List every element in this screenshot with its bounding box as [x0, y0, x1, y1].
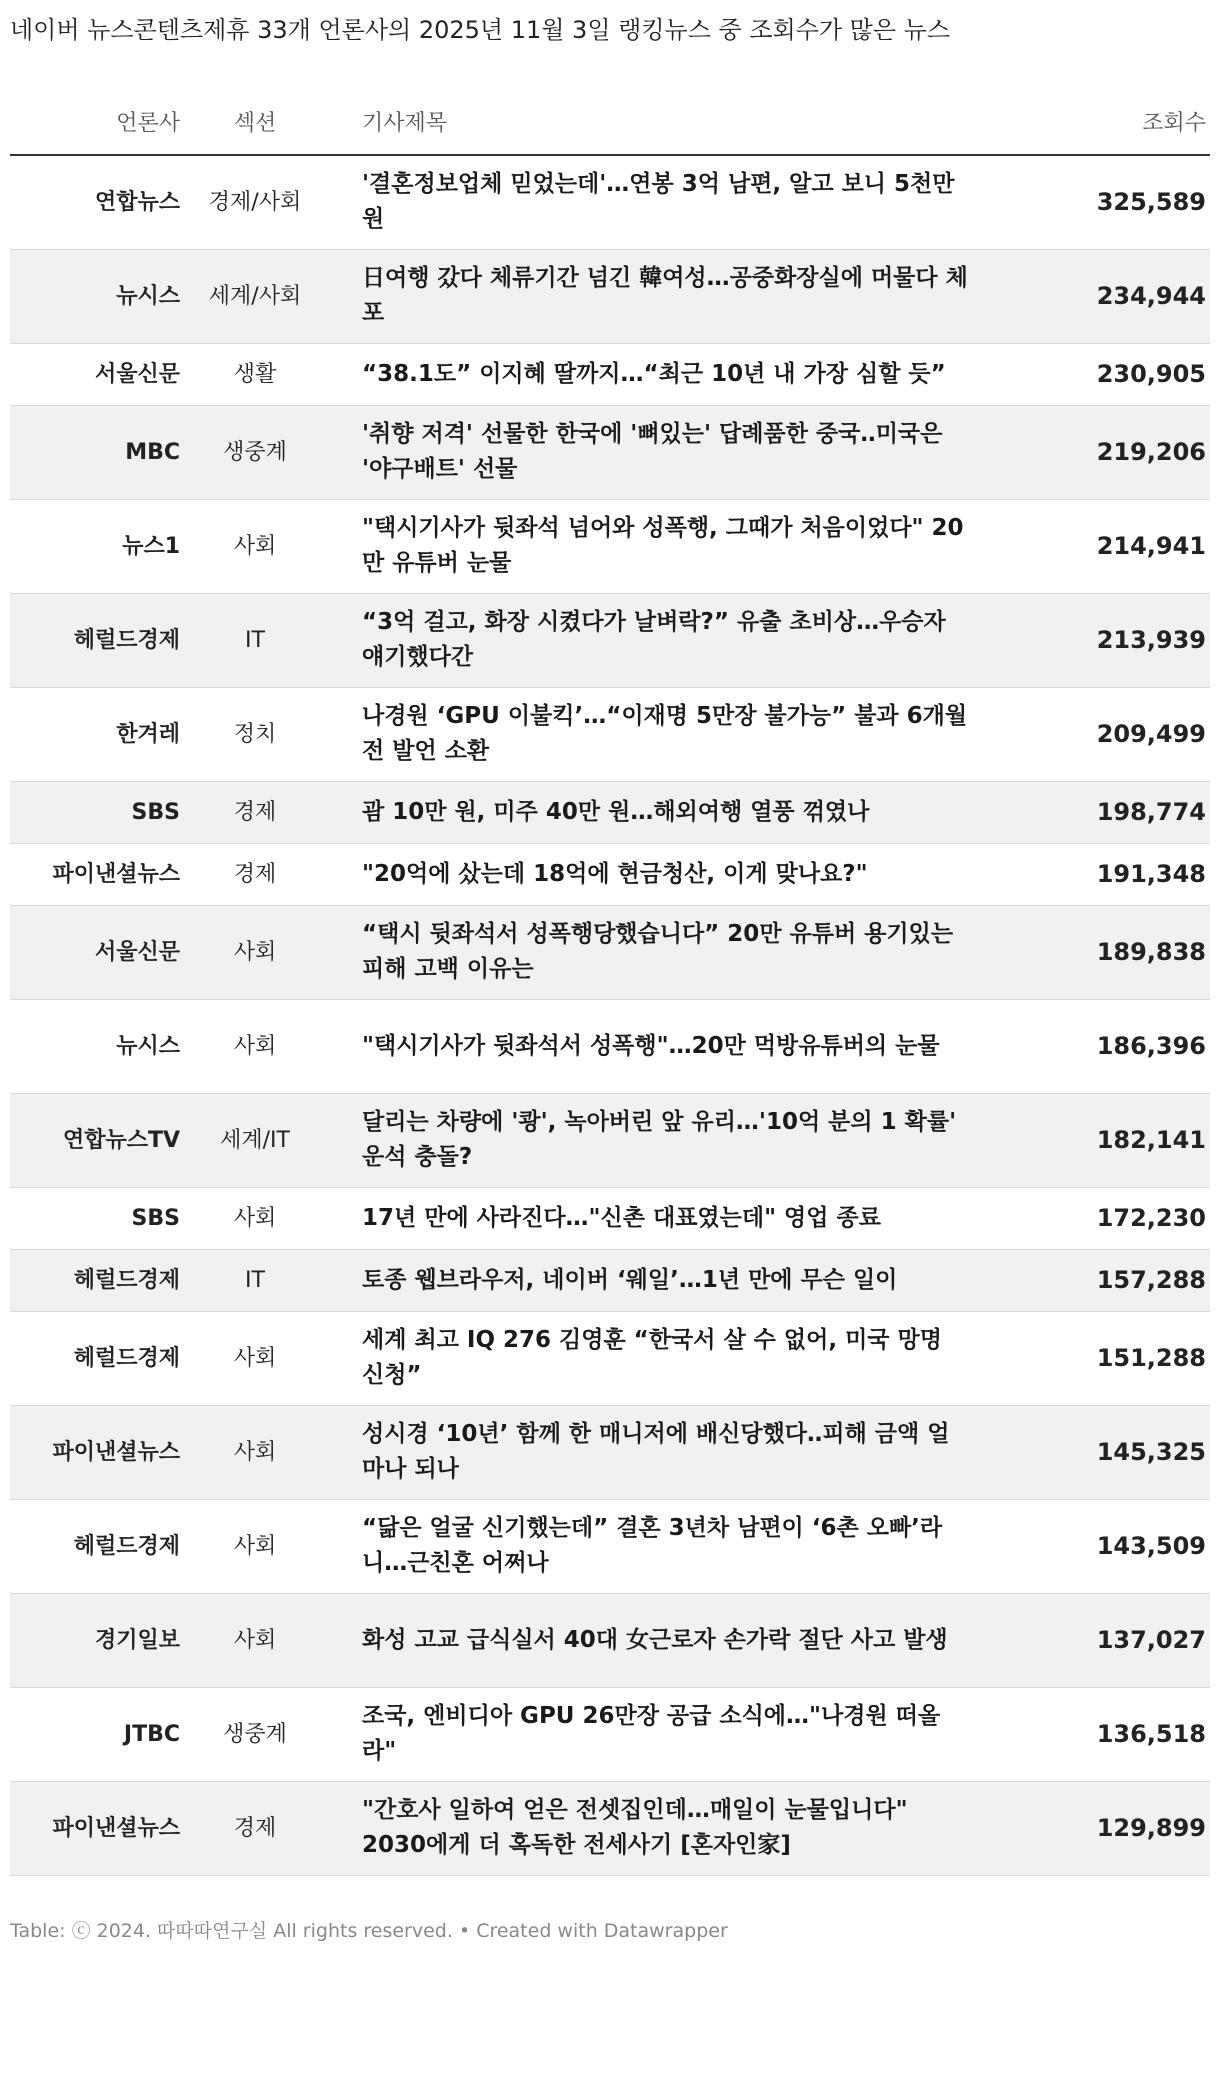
- column-header-publisher[interactable]: 언론사: [10, 88, 180, 155]
- headline-cell: 세계 최고 IQ 276 김영훈 “한국서 살 수 없어, 미국 망명 신청”: [330, 1311, 980, 1405]
- table-row: [10, 1249, 1210, 1311]
- headline-cell: "20억에 샀는데 18억에 현금청산, 이게 맞나요?": [330, 843, 980, 905]
- section-cell: 경제: [180, 1781, 330, 1875]
- publisher-cell: 뉴시스: [10, 999, 180, 1093]
- headline-cell: '결혼정보업체 믿었는데'…연봉 3억 남편, 알고 보니 5천만원: [330, 155, 980, 249]
- views-cell: 234,944: [980, 249, 1210, 343]
- table-row: [10, 593, 1210, 687]
- headline-cell: '취향 저격' 선물한 한국에 '뼈있는' 답례품한 중국‥미국은 '야구배트' 선물: [330, 405, 980, 499]
- publisher-cell: JTBC: [10, 1687, 180, 1781]
- column-header-views[interactable]: 조회수: [980, 88, 1210, 155]
- section-cell: 세계/사회: [180, 249, 330, 343]
- table-row: [10, 1499, 1210, 1593]
- table-row: [10, 781, 1210, 843]
- table-body: [10, 155, 1210, 1875]
- section-cell: 사회: [180, 905, 330, 999]
- table-row: [10, 405, 1210, 499]
- views-cell: 198,774: [980, 781, 1210, 843]
- section-cell: 경제/사회: [180, 155, 330, 249]
- table-title: 네이버 뉴스콘텐츠제휴 33개 언론사의 2025년 11월 3일 랭킹뉴스 중 조회수가 많은 뉴스: [10, 16, 951, 44]
- views-cell: 137,027: [980, 1593, 1210, 1687]
- publisher-cell: 파이낸셜뉴스: [10, 843, 180, 905]
- headline-cell: “38.1도” 이지혜 딸까지…“최근 10년 내 가장 심할 듯”: [330, 343, 980, 405]
- publisher-cell: 연합뉴스: [10, 155, 180, 249]
- views-cell: 325,589: [980, 155, 1210, 249]
- publisher-cell: 연합뉴스TV: [10, 1093, 180, 1187]
- headline-cell: 17년 만에 사라진다…"신촌 대표였는데" 영업 종료: [330, 1187, 980, 1249]
- publisher-cell: 헤럴드경제: [10, 1311, 180, 1405]
- views-cell: 191,348: [980, 843, 1210, 905]
- publisher-cell: 파이낸셜뉴스: [10, 1781, 180, 1875]
- section-cell: 정치: [180, 687, 330, 781]
- headline-cell: 괌 10만 원, 미주 40만 원…해외여행 열풍 꺾였나: [330, 781, 980, 843]
- headline-cell: 토종 웹브라우저, 네이버 ‘웨일’…1년 만에 무슨 일이: [330, 1249, 980, 1311]
- publisher-cell: MBC: [10, 405, 180, 499]
- views-cell: 186,396: [980, 999, 1210, 1093]
- publisher-cell: 뉴스1: [10, 499, 180, 593]
- section-cell: 생중계: [180, 1687, 330, 1781]
- views-cell: 214,941: [980, 499, 1210, 593]
- publisher-cell: SBS: [10, 1187, 180, 1249]
- publisher-cell: 뉴시스: [10, 249, 180, 343]
- section-cell: 세계/IT: [180, 1093, 330, 1187]
- table-row: [10, 999, 1210, 1093]
- views-cell: 136,518: [980, 1687, 1210, 1781]
- publisher-cell: 헤럴드경제: [10, 1249, 180, 1311]
- publisher-cell: 경기일보: [10, 1593, 180, 1687]
- headline-cell: “3억 걸고, 화장 시켰다가 날벼락?” 유출 초비상…우승자 얘기했다간: [330, 593, 980, 687]
- publisher-cell: 한겨레: [10, 687, 180, 781]
- section-cell: 경제: [180, 781, 330, 843]
- headline-cell: "간호사 일하여 얻은 전셋집인데…매일이 눈물입니다" 2030에게 더 혹독한 전세사기 [혼자인家]: [330, 1781, 980, 1875]
- column-header-headline[interactable]: 기사제목: [330, 88, 980, 155]
- headline-cell: "택시기사가 뒷좌석 넘어와 성폭행, 그때가 처음이었다" 20만 유튜버 눈물: [330, 499, 980, 593]
- section-cell: 사회: [180, 1311, 330, 1405]
- views-cell: 189,838: [980, 905, 1210, 999]
- table-row: [10, 1781, 1210, 1875]
- headline-cell: 달리는 차량에 '쾅', 녹아버린 앞 유리…'10억 분의 1 확률' 운석 충돌?: [330, 1093, 980, 1187]
- table-row: [10, 155, 1210, 249]
- section-cell: 사회: [180, 999, 330, 1093]
- table-row: [10, 1687, 1210, 1781]
- table-row: [10, 1405, 1210, 1499]
- headline-cell: 日여행 갔다 체류기간 넘긴 韓여성…공중화장실에 머물다 체포: [330, 249, 980, 343]
- table-footer: Table: ⓒ 2024. 따따따연구실 All rights reserved. • Created with Datawrapper: [10, 1919, 728, 1942]
- headline-cell: 화성 고교 급식실서 40대 女근로자 손가락 절단 사고 발생: [330, 1593, 980, 1687]
- publisher-cell: 파이낸셜뉴스: [10, 1405, 180, 1499]
- table-row: [10, 1311, 1210, 1405]
- views-cell: 143,509: [980, 1499, 1210, 1593]
- publisher-cell: 헤럴드경제: [10, 593, 180, 687]
- views-cell: 230,905: [980, 343, 1210, 405]
- table-row: [10, 249, 1210, 343]
- views-cell: 219,206: [980, 405, 1210, 499]
- table-header: [10, 88, 1210, 155]
- table-row: [10, 843, 1210, 905]
- views-cell: 172,230: [980, 1187, 1210, 1249]
- views-cell: 145,325: [980, 1405, 1210, 1499]
- publisher-cell: 서울신문: [10, 905, 180, 999]
- headline-cell: 나경원 ‘GPU 이불킥’…“이재명 5만장 불가능” 불과 6개월 전 발언 소환: [330, 687, 980, 781]
- section-cell: 경제: [180, 843, 330, 905]
- views-cell: 209,499: [980, 687, 1210, 781]
- table-row: [10, 687, 1210, 781]
- views-cell: 157,288: [980, 1249, 1210, 1311]
- section-cell: 사회: [180, 1405, 330, 1499]
- publisher-cell: 서울신문: [10, 343, 180, 405]
- views-cell: 129,899: [980, 1781, 1210, 1875]
- section-cell: IT: [180, 593, 330, 687]
- views-cell: 151,288: [980, 1311, 1210, 1405]
- views-cell: 213,939: [980, 593, 1210, 687]
- headline-cell: 조국, 엔비디아 GPU 26만장 공급 소식에…"나경원 떠올라": [330, 1687, 980, 1781]
- table-row: [10, 343, 1210, 405]
- column-header-section[interactable]: 섹션: [180, 88, 330, 155]
- views-cell: 182,141: [980, 1093, 1210, 1187]
- table-row: [10, 1187, 1210, 1249]
- section-cell: 사회: [180, 1499, 330, 1593]
- table-row: [10, 499, 1210, 593]
- publisher-cell: SBS: [10, 781, 180, 843]
- table-row: [10, 1593, 1210, 1687]
- publisher-cell: 헤럴드경제: [10, 1499, 180, 1593]
- table-row: [10, 905, 1210, 999]
- section-cell: 생중계: [180, 405, 330, 499]
- section-cell: 사회: [180, 1187, 330, 1249]
- section-cell: 사회: [180, 499, 330, 593]
- section-cell: 생활: [180, 343, 330, 405]
- table-row: [10, 1093, 1210, 1187]
- headline-cell: 성시경 ‘10년’ 함께 한 매니저에 배신당했다‥피해 금액 얼마나 되나: [330, 1405, 980, 1499]
- headline-cell: “닮은 얼굴 신기했는데” 결혼 3년차 남편이 ‘6촌 오빠’라니…근친혼 어쩌나: [330, 1499, 980, 1593]
- headline-cell: "택시기사가 뒷좌석서 성폭행"…20만 먹방유튜버의 눈물: [330, 999, 980, 1093]
- section-cell: 사회: [180, 1593, 330, 1687]
- section-cell: IT: [180, 1249, 330, 1311]
- headline-cell: “택시 뒷좌석서 성폭행당했습니다” 20만 유튜버 용기있는 피해 고백 이유는: [330, 905, 980, 999]
- ranking-news-table: [10, 88, 1210, 1876]
